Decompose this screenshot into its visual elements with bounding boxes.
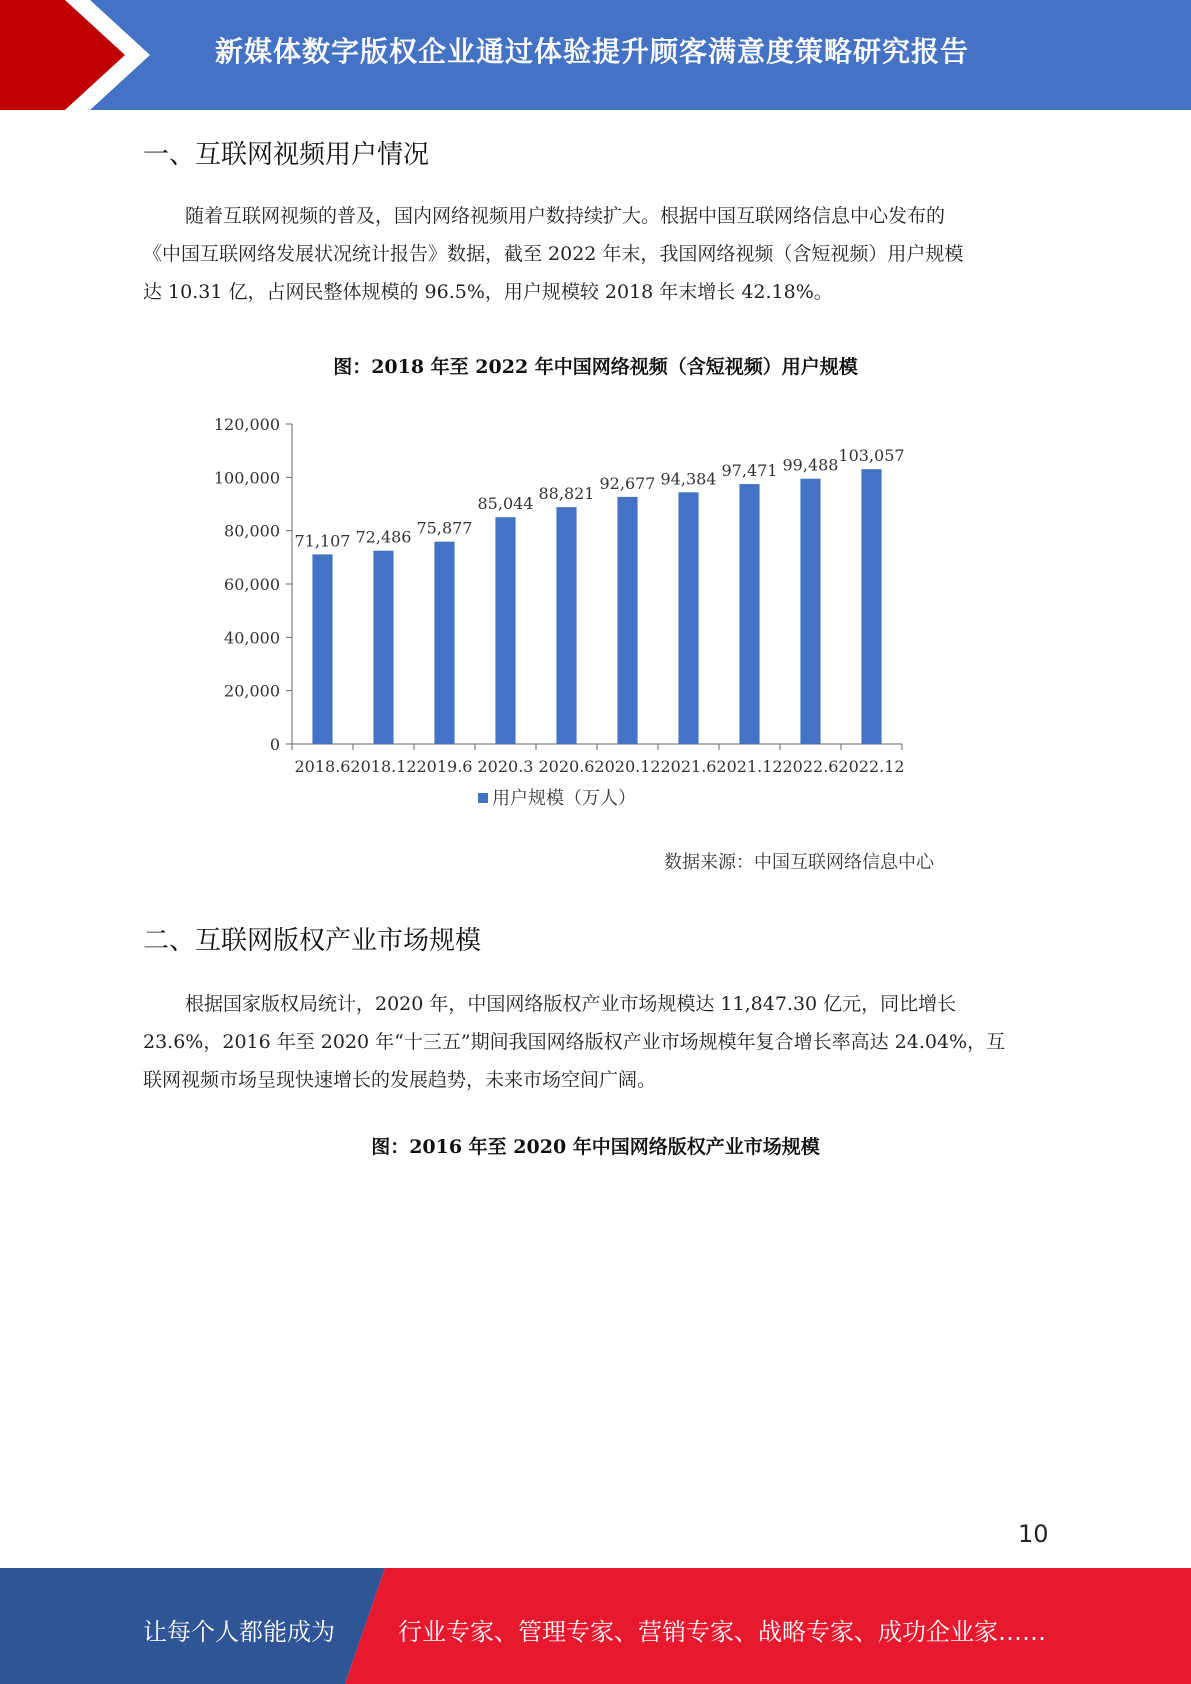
x-tick-label: 2020.6 <box>538 757 595 776</box>
section-heading-copyright-market: 二、互联网版权产业市场规模 <box>143 926 482 956</box>
report-title: 新媒体数字版权企业通过体验提升顾客满意度策略研究报告 <box>215 35 970 68</box>
legend-swatch <box>478 793 488 803</box>
data-label: 75,877 <box>416 518 473 538</box>
page-number: 10 <box>1018 1520 1049 1548</box>
paragraph-line: 根据国家版权局统计，2020 年，中国网络版权产业市场规模达 11,847.30 亿元，同比增长 <box>185 993 957 1015</box>
video-users-bar-chart <box>190 400 920 830</box>
paragraph-line: 23.6%，2016 年至 2020 年“十三五”期间我国网络版权产业市场规模年复合增长率高达 24.04%，互 <box>143 1031 1006 1053</box>
x-tick-label: 2022.12 <box>838 757 905 776</box>
x-tick-label: 2018.12 <box>350 757 417 776</box>
data-label: 72,486 <box>355 527 412 547</box>
bar <box>800 479 820 744</box>
data-label: 99,488 <box>782 455 839 475</box>
y-tick-label: 0 <box>269 735 280 754</box>
bar <box>312 554 332 744</box>
data-label: 92,677 <box>599 473 656 493</box>
figure-caption-copyright-market: 图：2016 年至 2020 年中国网络版权产业市场规模 <box>371 1136 820 1158</box>
bar <box>617 497 637 744</box>
section-heading-video-users: 一、互联网视频用户情况 <box>143 140 430 170</box>
bar <box>373 551 393 744</box>
section1-paragraph <box>143 197 1043 311</box>
data-label: 88,821 <box>538 484 595 504</box>
footer-slogan-left: 让每个人都能成为 <box>143 1618 335 1646</box>
y-tick-label: 60,000 <box>224 575 280 594</box>
paragraph-line: 联网视频市场呈现快速增长的发展趋势，未来市场空间广阔。 <box>143 1069 657 1091</box>
data-label: 71,107 <box>294 531 351 551</box>
legend-label: 用户规模（万人） <box>492 788 636 809</box>
y-tick-label: 40,000 <box>224 628 280 648</box>
footer-banner <box>0 1568 1191 1684</box>
data-source-note: 数据来源：中国互联网络信息中心 <box>664 852 934 873</box>
data-label: 85,044 <box>477 494 534 514</box>
x-tick-label: 2020.3 <box>477 757 534 776</box>
x-tick-label: 2019.6 <box>416 757 473 776</box>
data-label: 94,384 <box>660 469 717 489</box>
x-tick-label: 2018.6 <box>294 757 351 776</box>
x-tick-label: 2020.12 <box>594 757 661 776</box>
footer-slogan-right: 行业专家、管理专家、营销专家、战略专家、成功企业家…… <box>398 1618 1046 1646</box>
bar <box>739 484 759 744</box>
paragraph-line: 随着互联网视频的普及，国内网络视频用户数持续扩大。根据中国互联网络信息中心发布的 <box>185 205 946 227</box>
bar <box>861 469 881 744</box>
y-tick-label: 20,000 <box>224 681 280 701</box>
bar <box>556 507 576 744</box>
x-tick-label: 2022.6 <box>782 757 839 776</box>
section2-paragraph <box>143 985 1043 1099</box>
paragraph-line: 达 10.31 亿，占网民整体规模的 96.5%，用户规模较 2018 年末增长 42.18%。 <box>143 281 833 303</box>
y-tick-label: 100,000 <box>213 468 280 488</box>
header-banner <box>0 0 1191 110</box>
data-label: 103,057 <box>838 446 905 466</box>
figure-caption-video-users: 图：2018 年至 2022 年中国网络视频（含短视频）用户规模 <box>333 356 858 378</box>
bar <box>495 517 515 744</box>
data-label: 97,471 <box>721 461 778 481</box>
y-tick-label: 120,000 <box>213 415 280 434</box>
x-tick-label: 2021.6 <box>660 757 717 776</box>
bar-chart-svg <box>190 400 920 830</box>
y-tick-label: 80,000 <box>224 521 280 541</box>
paragraph-line: 《中国互联网络发展状况统计报告》数据，截至 2022 年末，我国网络视频（含短视频）用户规模 <box>143 243 964 265</box>
bar <box>678 492 698 744</box>
bar <box>434 542 454 744</box>
x-tick-label: 2021.12 <box>716 757 783 776</box>
